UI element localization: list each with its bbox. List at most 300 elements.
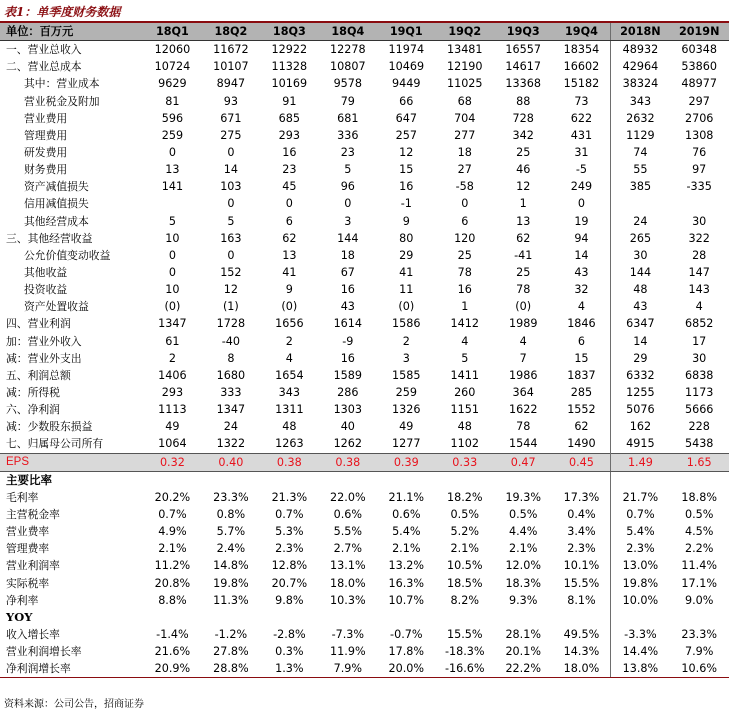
cell-value: 1.65 (669, 453, 729, 471)
column-header: 19Q1 (377, 23, 435, 41)
cell-value: 16 (340, 283, 355, 297)
cell-value: 9.8% (275, 593, 304, 607)
header-row (0, 23, 729, 41)
cell-value: 5 (461, 351, 469, 365)
cell-value: 265 (611, 230, 669, 247)
cell-value: 5.4% (611, 523, 669, 540)
cell-value: 28 (692, 248, 707, 262)
cell-value: 61 (165, 334, 180, 348)
cell-value: 14617 (505, 60, 542, 74)
cell-value: 4.4% (509, 525, 538, 539)
cell-value: 18.5% (446, 576, 483, 590)
cell-value: 49.5% (563, 627, 600, 641)
cell-value: 12.8% (271, 559, 308, 573)
row-label: 资产减值损失 (24, 180, 89, 194)
cell-value: 21.1% (388, 490, 425, 504)
cell-value: 333 (220, 386, 242, 400)
cell-value: 15 (574, 351, 589, 365)
table-row (0, 384, 729, 401)
table-row (0, 350, 729, 367)
table-row (0, 41, 729, 59)
cell-value: 681 (337, 111, 359, 125)
cell-value (436, 471, 494, 489)
row-label: 营业费率 (6, 525, 50, 539)
cell-value: 55 (611, 161, 669, 178)
cell-value: 96 (340, 180, 355, 194)
cell-value: 1614 (333, 317, 363, 331)
cell-value: 13.8% (611, 660, 669, 678)
row-label: 减：营业外支出 (6, 351, 82, 365)
cell-value: 1277 (392, 437, 421, 451)
cell-value: 62 (516, 231, 531, 245)
cell-value: 343 (278, 386, 301, 400)
cell-value: 1680 (216, 368, 246, 382)
cell-value: 0 (227, 197, 235, 211)
cell-value: 25 (516, 146, 531, 160)
cell-value: 2 (285, 334, 293, 348)
cell-value: 2.3% (567, 542, 596, 556)
cell-value: 48 (611, 281, 669, 298)
table-row (0, 660, 729, 678)
cell-value: 13.0% (611, 557, 669, 574)
cell-value: 2.1% (450, 542, 479, 556)
cell-value: -1.2% (214, 627, 248, 641)
cell-value (494, 471, 552, 489)
cell-value: 53860 (681, 60, 717, 74)
cell-value: 1064 (158, 437, 187, 451)
cell-value: 1846 (567, 317, 596, 331)
cell-value: 18354 (563, 43, 600, 57)
cell-value: 144 (337, 231, 359, 245)
cell-value: 143 (688, 283, 710, 297)
row-label: 一、营业总收入 (6, 43, 82, 57)
cell-value: 0.33 (436, 453, 494, 471)
cell-value: 385 (611, 178, 669, 195)
cell-value: 12 (399, 146, 414, 160)
cell-value: 2632 (611, 110, 669, 127)
row-label: 公允价值变动收益 (24, 248, 111, 262)
cell-value: 48932 (611, 41, 669, 59)
cell-value: 18.0% (330, 576, 366, 590)
cell-value: 93 (223, 94, 238, 108)
cell-value: 0.45 (552, 453, 610, 471)
cell-value: 17.1% (681, 576, 717, 590)
cell-value: 1 (461, 300, 469, 314)
cell-value: -1 (400, 197, 412, 211)
table-row (0, 489, 729, 506)
cell-value: 152 (220, 266, 242, 280)
cell-value (143, 609, 201, 626)
column-header: 18Q3 (260, 23, 318, 41)
cell-value: 17.3% (563, 490, 600, 504)
cell-value: 46 (516, 163, 531, 177)
cell-value: 11.2% (154, 559, 191, 573)
cell-value: 13368 (505, 77, 542, 91)
cell-value: 0.6% (392, 508, 421, 521)
cell-value: 1406 (158, 368, 187, 382)
column-header: 19Q3 (494, 23, 552, 41)
row-label: 其他经营成本 (24, 214, 89, 228)
cell-value: 78 (516, 283, 531, 297)
cell-value: 9.0% (684, 593, 714, 607)
cell-value: 2706 (684, 111, 714, 125)
cell-value (436, 609, 494, 626)
cell-value (143, 471, 201, 489)
cell-value: 1586 (392, 317, 421, 331)
cell-value: 14.4% (611, 643, 669, 660)
financial-table (0, 23, 729, 678)
cell-value: 0 (227, 146, 235, 160)
cell-value: 0 (168, 146, 176, 160)
cell-value: 704 (454, 111, 476, 125)
cell-value: 8.8% (158, 593, 187, 607)
cell-value: 14.3% (563, 645, 600, 659)
cell-value: 43 (574, 266, 589, 280)
cell-value: 0.7% (611, 506, 669, 523)
cell-value: 336 (337, 128, 359, 142)
cell-value: 8 (227, 351, 235, 365)
cell-value: 1.3% (260, 660, 318, 678)
cell-value: 16 (457, 283, 472, 297)
cell-value: 0.5% (509, 508, 538, 521)
cell-value: 78 (457, 266, 472, 280)
cell-value: 80 (399, 231, 414, 245)
cell-value: 343 (611, 93, 669, 110)
cell-value (202, 471, 260, 489)
cell-value: -335 (686, 180, 712, 194)
cell-value: 1151 (450, 403, 479, 417)
cell-value: 28.8% (202, 660, 260, 678)
cell-value: 7 (519, 351, 527, 365)
cell-value: 40 (340, 420, 355, 434)
table-row (0, 247, 729, 264)
cell-value: (0) (164, 300, 181, 314)
cell-value (611, 609, 669, 626)
cell-value: 32 (574, 283, 589, 297)
cell-value: 16557 (505, 43, 542, 57)
cell-value: 260 (454, 386, 476, 400)
cell-value: 24 (223, 420, 238, 434)
cell-value: 4.5% (684, 525, 714, 539)
cell-value: 5.7% (216, 525, 246, 539)
cell-value: 12922 (271, 43, 308, 57)
cell-value: -2.8% (273, 627, 306, 641)
cell-value: 9578 (333, 77, 363, 91)
row-label: 研发费用 (24, 146, 68, 160)
cell-value: 2.1% (509, 542, 538, 556)
cell-value: 62 (282, 231, 297, 245)
table-row (0, 540, 729, 557)
cell-value: 27.8% (213, 645, 249, 659)
row-label: 净利率 (6, 593, 39, 607)
cell-value: 0.4% (567, 508, 596, 521)
cell-value: 5.2% (450, 525, 479, 539)
cell-value: 2.4% (216, 542, 246, 556)
cell-value: 29 (611, 350, 669, 367)
row-label: 投资收益 (24, 283, 68, 297)
cell-value: 228 (688, 420, 710, 434)
row-label: 减：少数股东损益 (6, 420, 93, 434)
cell-value: 5438 (684, 437, 714, 451)
cell-value: 1262 (333, 437, 363, 451)
cell-value (552, 471, 610, 489)
cell-value: 685 (278, 111, 301, 125)
cell-value: 81 (165, 94, 180, 108)
table-title: 表1：单季度财务数据 (4, 5, 121, 19)
cell-value: 4 (461, 334, 469, 348)
cell-value: 1412 (450, 317, 479, 331)
cell-value: 103 (220, 180, 242, 194)
cell-value: 1490 (567, 437, 596, 451)
row-label: 五、利润总额 (6, 368, 71, 382)
cell-value: 45 (282, 180, 297, 194)
row-label: EPS (0, 453, 143, 471)
cell-value: 10724 (154, 60, 191, 74)
cell-value: 11328 (271, 60, 308, 74)
cell-value: -40 (221, 334, 241, 348)
cell-value: 30 (692, 351, 707, 365)
row-label: 营业费用 (24, 111, 68, 125)
cell-value: 17.8% (388, 645, 425, 659)
cell-value: 15.5% (563, 576, 600, 590)
cell-value: 76 (692, 146, 707, 160)
row-label: 资产处置收益 (24, 300, 89, 314)
cell-value: 20.2% (154, 490, 191, 504)
row-label: 其他收益 (24, 266, 68, 280)
cell-value: 286 (337, 386, 359, 400)
cell-value: 11025 (446, 77, 483, 91)
cell-value: 277 (454, 128, 476, 142)
column-header: 19Q2 (436, 23, 494, 41)
cell-value: 94 (574, 231, 589, 245)
cell-value: 1347 (216, 403, 246, 417)
cell-value: (1) (222, 300, 239, 314)
cell-value: 31 (574, 146, 589, 160)
cell-value: 0 (168, 266, 176, 280)
cell-value: 10.3% (330, 593, 366, 607)
cell-value: 6347 (611, 315, 669, 332)
cell-value: 3 (402, 351, 410, 365)
cell-value: 79 (340, 94, 355, 108)
cell-value: 18.8% (681, 490, 717, 504)
cell-value: 275 (220, 128, 242, 142)
column-header: 18Q2 (202, 23, 260, 41)
cell-value (669, 471, 729, 489)
cell-value: 0 (168, 248, 176, 262)
cell-value: (0) (515, 300, 532, 314)
cell-value: 23 (340, 146, 355, 160)
cell-value: -58 (455, 180, 474, 194)
cell-value: 249 (570, 180, 593, 194)
column-header: 2019N (669, 23, 729, 41)
cell-value: 22.2% (494, 660, 552, 678)
table-row (0, 523, 729, 540)
cell-value: 4915 (611, 435, 669, 453)
cell-value: 647 (395, 111, 417, 125)
cell-value: 13.1% (330, 559, 366, 573)
row-label: 六、净利润 (6, 403, 60, 417)
cell-value: 10107 (213, 60, 249, 74)
cell-value: 42964 (611, 58, 669, 75)
cell-value: 17 (692, 334, 707, 348)
cell-value: 5076 (611, 401, 669, 418)
cell-value: 0.5% (684, 508, 714, 521)
cell-value: 41 (399, 266, 414, 280)
cell-value: 60348 (681, 43, 717, 57)
cell-value: 1728 (216, 317, 246, 331)
cell-value: 9449 (392, 77, 421, 91)
row-label: 净利润增长率 (0, 660, 143, 678)
column-header: 2018N (611, 23, 669, 41)
row-label: 营业税金及附加 (24, 94, 100, 108)
cell-value: 5.4% (392, 525, 421, 539)
cell-value: 5 (344, 163, 352, 177)
cell-value: 11672 (213, 43, 249, 57)
cell-value: 9 (402, 214, 410, 228)
table-row (0, 161, 729, 178)
source-note: 资料来源：公司公告，招商证券 (4, 699, 144, 710)
cell-value: 25 (516, 266, 531, 280)
cell-value: 2.1% (158, 542, 187, 556)
cell-value: -7.3% (331, 627, 365, 641)
cell-value: 297 (688, 94, 710, 108)
cell-value: 1585 (392, 368, 421, 382)
cell-value: 0.6% (333, 508, 363, 521)
cell-value: 62 (574, 420, 589, 434)
cell-value: 0.38 (260, 453, 318, 471)
cell-value: 1656 (275, 317, 304, 331)
table-row (0, 575, 729, 592)
cell-value: 3 (344, 214, 352, 228)
cell-value: 5.5% (333, 525, 363, 539)
table-row (0, 75, 729, 92)
cell-value: 5 (168, 214, 176, 228)
cell-value: 23.3% (681, 627, 717, 641)
cell-value: 20.9% (143, 660, 201, 678)
cell-value: 12060 (154, 43, 191, 57)
cell-value: 19 (574, 214, 589, 228)
cell-value: 671 (220, 111, 242, 125)
cell-value: 91 (282, 94, 297, 108)
table-row (0, 506, 729, 523)
cell-value: 19.8% (611, 575, 669, 592)
cell-value: 293 (278, 128, 301, 142)
cell-value: 1311 (275, 403, 304, 417)
cell-value: 74 (611, 144, 669, 161)
row-label: 管理费率 (6, 542, 50, 556)
cell-value: 66 (399, 94, 414, 108)
table-row (0, 144, 729, 161)
column-header: 18Q4 (319, 23, 377, 41)
cell-value: -3.3% (611, 626, 669, 643)
cell-value: 259 (161, 128, 184, 142)
cell-value: 1347 (158, 317, 187, 331)
cell-value: 13 (516, 214, 531, 228)
cell-value: 8.2% (450, 593, 479, 607)
cell-value: 43 (340, 300, 355, 314)
table-body (0, 41, 729, 678)
cell-value: 1113 (158, 403, 187, 417)
cell-value: -41 (514, 248, 533, 262)
cell-value: 15 (399, 163, 414, 177)
cell-value: 12.0% (505, 559, 541, 573)
cell-value: 23.3% (213, 490, 249, 504)
cell-value: 14 (223, 163, 238, 177)
cell-value: 78 (516, 420, 531, 434)
cell-value: 18.0% (552, 660, 610, 678)
table-row (0, 230, 729, 247)
cell-value: 1308 (684, 128, 714, 142)
cell-value: 0.3% (275, 645, 304, 659)
cell-value: 1654 (275, 368, 304, 382)
table-row (0, 110, 729, 127)
cell-value: 431 (570, 128, 593, 142)
cell-value (143, 195, 201, 212)
cell-value: 2 (168, 351, 176, 365)
cell-value: 7.9% (319, 660, 377, 678)
cell-value (611, 195, 669, 212)
cell-value: 120 (454, 231, 476, 245)
cell-value: 73 (574, 94, 589, 108)
row-label: 七、归属母公司所有 (6, 437, 104, 451)
table-row (0, 401, 729, 418)
cell-value: 16.3% (388, 576, 425, 590)
cell-value: 1263 (275, 437, 304, 451)
cell-value: 11.3% (213, 593, 249, 607)
cell-value: 0.47 (494, 453, 552, 471)
cell-value: 15182 (563, 77, 600, 91)
cell-value: 364 (512, 386, 534, 400)
cell-value: 6838 (684, 368, 714, 382)
table-row (0, 93, 729, 110)
cell-value: 14 (611, 333, 669, 350)
column-header: 19Q4 (552, 23, 610, 41)
cell-value: 6 (577, 334, 585, 348)
cell-value: 596 (161, 111, 184, 125)
cell-value: 41 (282, 266, 297, 280)
table-row (0, 178, 729, 195)
cell-value: 0.7% (158, 508, 187, 521)
cell-value: 2.3% (275, 542, 304, 556)
cell-value: 10.0% (611, 592, 669, 609)
table-row (0, 626, 729, 643)
cell-value: 9.3% (509, 593, 538, 607)
cell-value: 1322 (216, 437, 246, 451)
cell-value: 28.1% (505, 627, 541, 641)
cell-value: 6332 (611, 367, 669, 384)
row-label: 其中：营业成本 (24, 77, 100, 91)
row-label: 加：营业外收入 (6, 334, 82, 348)
table-row (0, 213, 729, 230)
cell-value: 5.3% (275, 525, 304, 539)
table-row (0, 281, 729, 298)
cell-value: 12278 (330, 43, 366, 57)
cell-value: 19.3% (505, 490, 541, 504)
cell-value: 4.9% (158, 525, 187, 539)
cell-value (377, 609, 435, 626)
cell-value: 0 (577, 197, 585, 211)
cell-value: 11.4% (681, 559, 717, 573)
cell-value: 49 (399, 420, 414, 434)
cell-value: 12190 (446, 60, 483, 74)
table-row (0, 264, 729, 281)
cell-value: 1303 (333, 403, 363, 417)
cell-value: 20.7% (271, 576, 308, 590)
row-label: 实际税率 (6, 576, 50, 590)
cell-value: 0.5% (450, 508, 479, 521)
table-row (0, 435, 729, 453)
cell-value: 322 (688, 231, 710, 245)
